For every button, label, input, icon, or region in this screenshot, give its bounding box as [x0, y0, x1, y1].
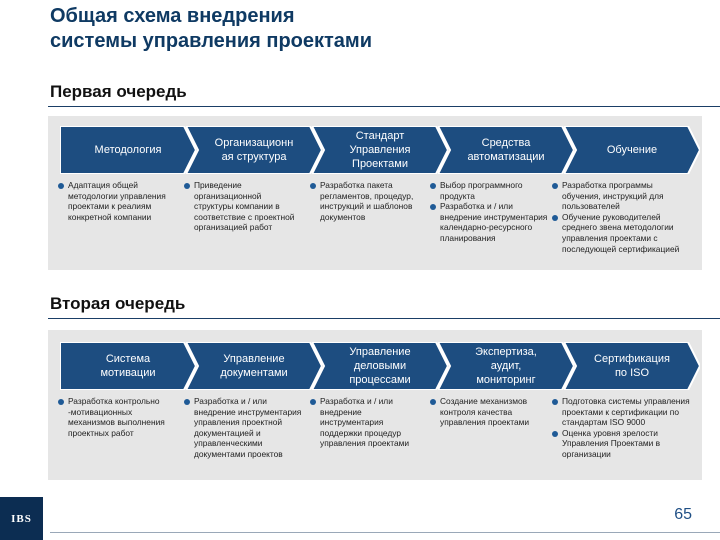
phase1-stage-2 — [186, 126, 322, 174]
phase1-bullet-column-5 — [552, 180, 690, 254]
phase1-stage-label-5: Обучение — [606, 144, 658, 156]
bullet-item: Разработка и / или внедрение инструментария календарно-ресурсного планирования — [430, 201, 548, 243]
bullet-item: Разработка и / или внедрение инструментария управления проектной документацией и управленческими документами проектов — [184, 396, 302, 460]
slide-title — [50, 4, 650, 54]
phase1-bullet-column-2 — [184, 180, 302, 233]
slide-title-line-2: системы управления проектами — [50, 30, 373, 52]
bullet-item: Подготовка системы управления проектами к сертификации по стандартам ISO 9000 — [552, 396, 690, 428]
ibs-logo — [0, 497, 43, 540]
phase1-stage-label-3: Стандарт Управления Проектами — [349, 130, 411, 170]
bullet-item: Разработка контрольно -мотивационных механизмов выполнения проектных работ — [58, 396, 178, 438]
phase2-stage-label-4: Экспертиза, аудит, мониторинг — [475, 346, 537, 386]
phase2-bullet-column-5 — [552, 396, 690, 460]
phase2-bullet-column-4 — [430, 396, 548, 428]
ibs-logo-text: IBS — [11, 512, 32, 525]
bullet-item: Оценка уровня зрелости Управления Проектами в организации — [552, 428, 690, 460]
bullet-item: Обучение руководителей среднего звена методологии управления проектами с последующей сертификацией — [552, 212, 690, 254]
phase1-bullet-column-1 — [58, 180, 178, 222]
phase1-stage-label-2: Организационн ая структура — [214, 137, 294, 163]
phase1-bullet-column-4 — [430, 180, 548, 244]
phase1-bullet-column-3 — [310, 180, 422, 222]
bullet-item: Выбор программного продукта — [430, 180, 548, 201]
bullet-item: Создание механизмов контроля качества управления проектами — [430, 396, 548, 428]
phase1-label: Первая очередь — [50, 82, 187, 101]
bullet-item: Разработка пакета регламентов, процедур, инструкций и шаблонов документов — [310, 180, 422, 222]
slide-title-line-1: Общая схема внедрения — [50, 5, 295, 27]
phase2-bullet-column-2 — [184, 396, 302, 460]
phase1-stage-label-4: Средства автоматизации — [467, 137, 545, 163]
phase2-stage-label-2: Управление документами — [220, 353, 288, 379]
phase2-bullet-column-1 — [58, 396, 178, 438]
bullet-item: Разработка и / или внедрение инструментария поддержки процедур управления проектами — [310, 396, 422, 449]
phase1-stage-1 — [60, 126, 196, 174]
phase1-divider — [48, 106, 720, 107]
phase1-stage-3 — [312, 126, 448, 174]
phase2-bullet-column-3 — [310, 396, 422, 449]
phase2-stage-4 — [438, 342, 574, 390]
bullet-item: Разработка программы обучения, инструкций для пользователей — [552, 180, 690, 212]
phase2-divider — [48, 318, 720, 319]
bullet-item: Приведение организационной структуры компании в соответствие с проектной организацией работ — [184, 180, 302, 233]
phase2-stage-label-5: Сертификация по ISO — [594, 353, 670, 379]
page-number: 65 — [674, 506, 692, 523]
phase2-label: Вторая очередь — [50, 294, 186, 313]
phase2-stage-label-3: Управление деловыми процессами — [349, 346, 411, 386]
phase1-stage-row — [68, 126, 692, 174]
phase1-stage-4 — [438, 126, 574, 174]
phase1-stage-label-1: Методология — [94, 144, 162, 156]
phase2-stage-5 — [564, 342, 700, 390]
phase2-stage-row — [68, 342, 692, 390]
footer-divider — [50, 532, 720, 533]
bullet-item: Адаптация общей методологии управления проектами к реалиям конкретной компании — [58, 180, 178, 222]
phase2-stage-3 — [312, 342, 448, 390]
phase2-stage-2 — [186, 342, 322, 390]
phase2-stage-label-1: Система мотивации — [100, 353, 156, 379]
phase1-stage-5 — [564, 126, 700, 174]
phase2-stage-1 — [60, 342, 196, 390]
